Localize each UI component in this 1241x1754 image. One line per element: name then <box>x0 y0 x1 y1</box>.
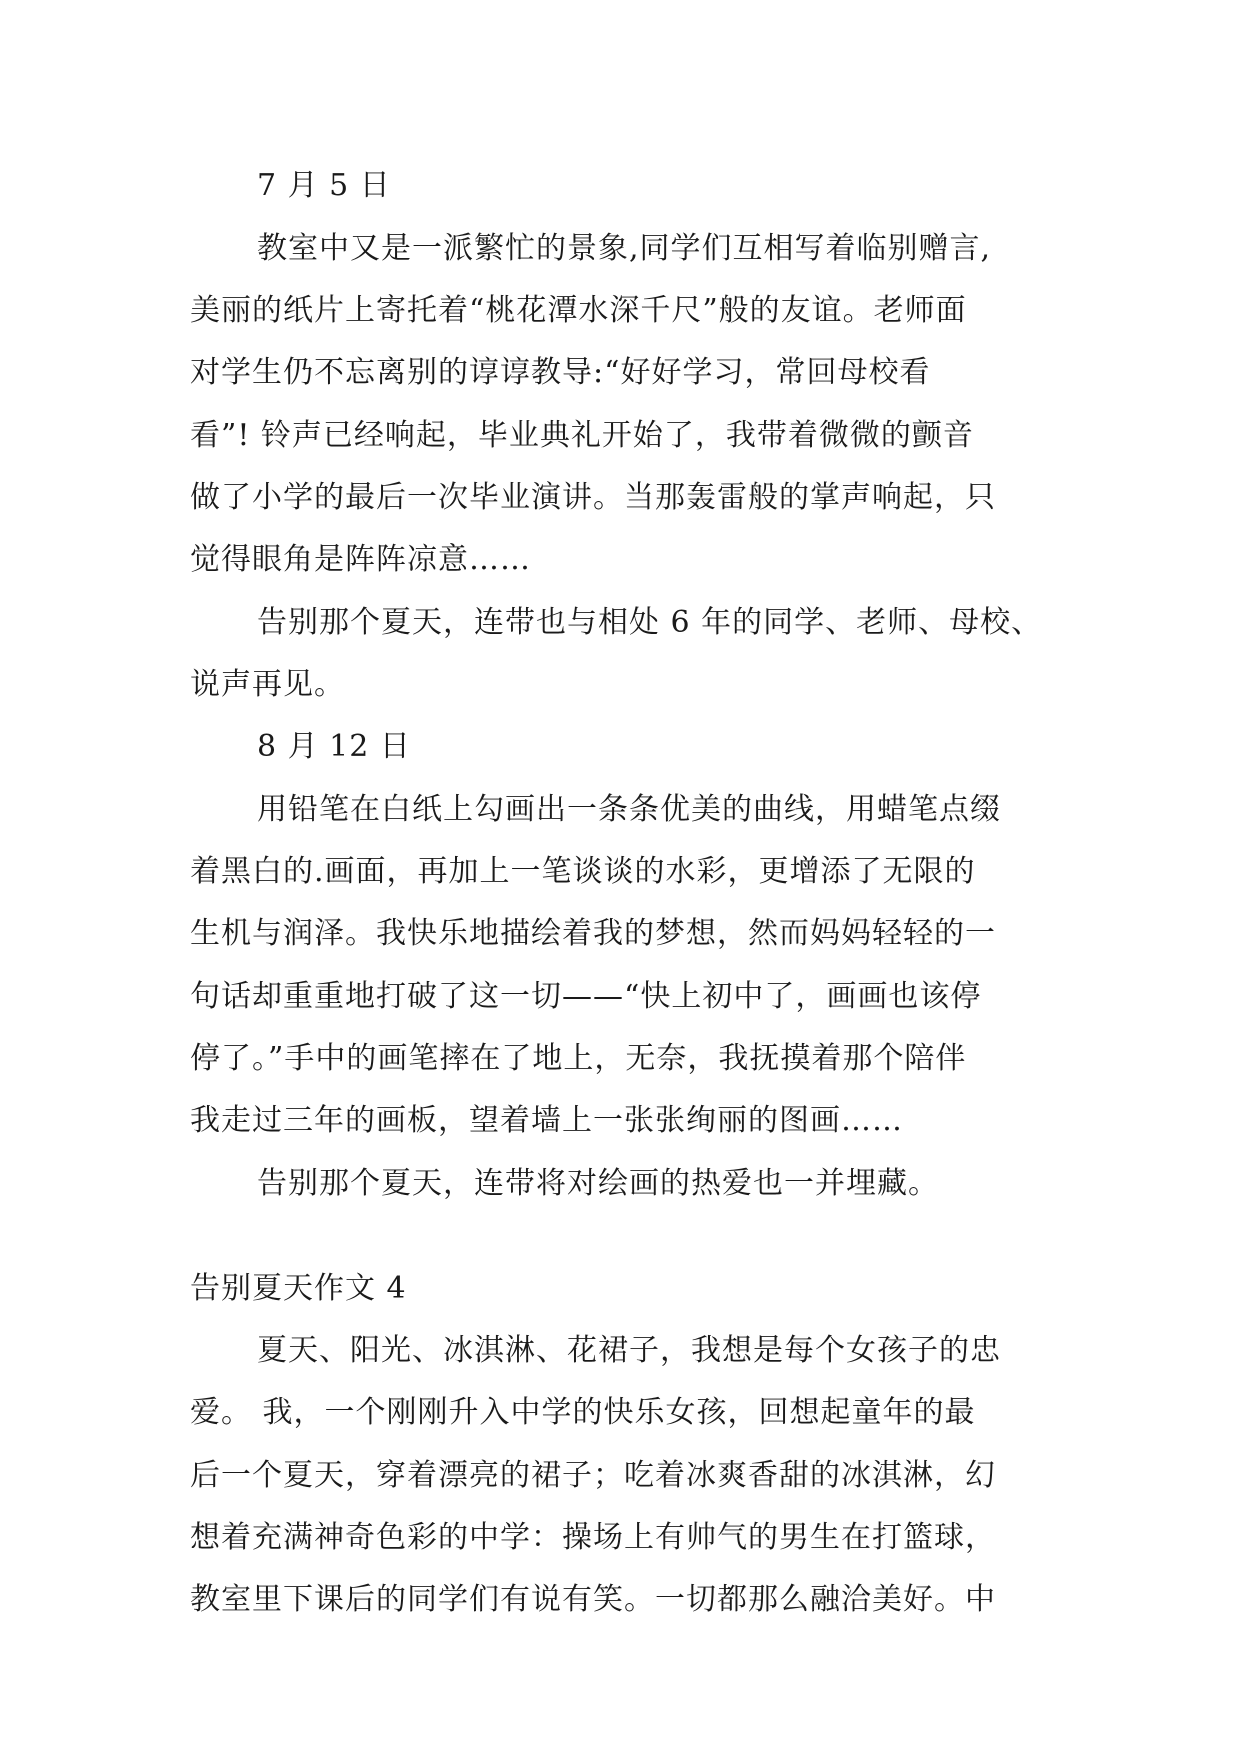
paragraph-line: 用铅笔在白纸上勾画出一条条优美的曲线，用蜡笔点缀 <box>257 792 1001 827</box>
paragraph-line: 爱。 我，一个刚刚升入中学的快乐女孩，回想起童年的最 <box>190 1395 976 1430</box>
paragraph-line: 后一个夏天，穿着漂亮的裙子；吃着冰爽香甜的冰淇淋，幻 <box>190 1458 996 1493</box>
entry-date: 8 月 12 日 <box>257 729 411 764</box>
paragraph-line: 告别那个夏天，连带也与相处 6 年的同学、老师、母校、 <box>257 605 1043 640</box>
paragraph-line: 对学生仍不忘离别的谆谆教导:“好好学习，常回母校看 <box>190 355 931 390</box>
paragraph-line: 教室里下课后的同学们有说有笑。一切都那么融洽美好。中 <box>190 1582 996 1617</box>
entry-date: 7 月 5 日 <box>257 168 391 203</box>
paragraph-line: 句话却重重地打破了这一切——“快上初中了，画画也该停 <box>190 979 982 1014</box>
paragraph-line: 夏天、阳光、冰淇淋、花裙子，我想是每个女孩子的忠 <box>257 1333 1001 1368</box>
paragraph-line: 觉得眼角是阵阵凉意…… <box>190 542 531 577</box>
paragraph-line: 美丽的纸片上寄托着“桃花潭水深千尺”般的友谊。老师面 <box>190 293 967 328</box>
section-title: 告别夏天作文 4 <box>190 1271 407 1306</box>
paragraph-line: 说声再见。 <box>190 667 345 702</box>
paragraph-line: 着黑白的.画面，再加上一笔谈谈的水彩，更增添了无限的 <box>190 854 976 889</box>
paragraph-line: 告别那个夏天，连带将对绘画的热爱也一并埋藏。 <box>257 1166 939 1201</box>
paragraph-line: 停了。”手中的画笔摔在了地上，无奈，我抚摸着那个陪伴 <box>190 1041 967 1076</box>
paragraph-line: 做了小学的最后一次毕业演讲。当那轰雷般的掌声响起，只 <box>190 480 996 515</box>
paragraph-line: 我走过三年的画板，望着墙上一张张绚丽的图画…… <box>190 1103 903 1138</box>
paragraph-line: 教室中又是一派繁忙的景象,同学们互相写着临别赠言, <box>257 231 992 266</box>
paragraph-line: 看”! 铃声已经响起，毕业典礼开始了，我带着微微的颤音 <box>190 418 974 453</box>
paragraph-line: 想着充满神奇色彩的中学：操场上有帅气的男生在打篮球， <box>190 1520 996 1555</box>
paragraph-line: 生机与润泽。我快乐地描绘着我的梦想，然而妈妈轻轻的一 <box>190 916 996 951</box>
